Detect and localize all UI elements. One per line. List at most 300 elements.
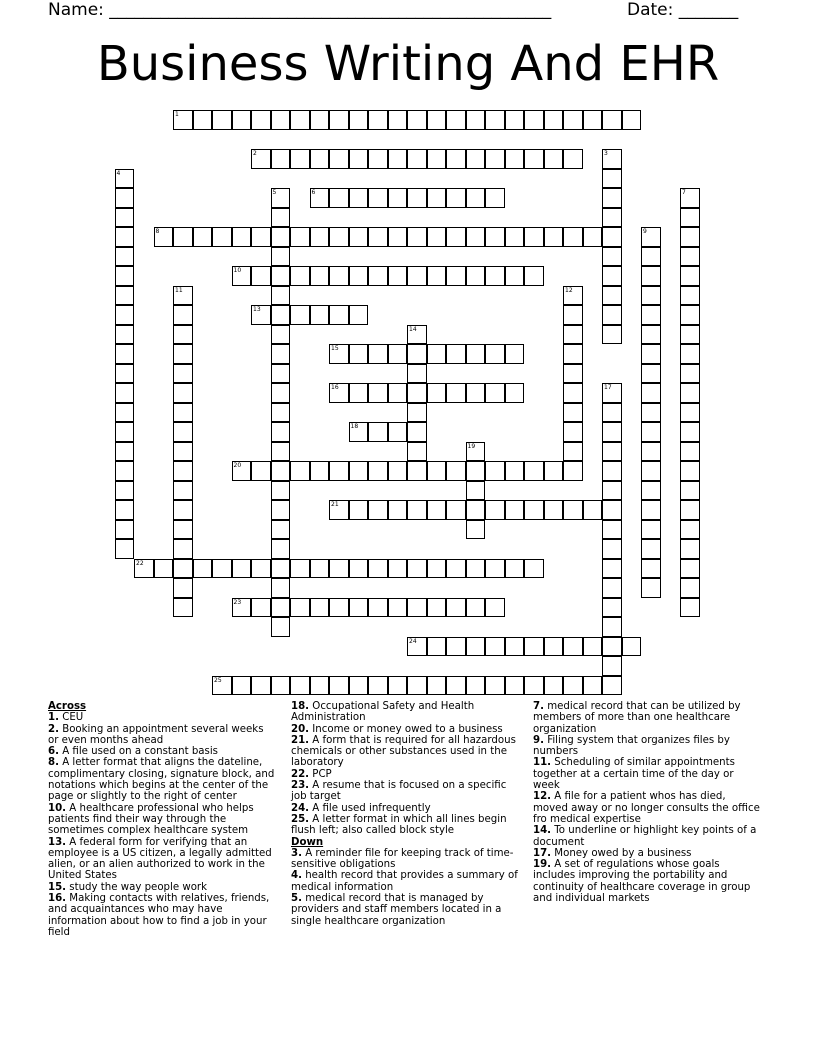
grid-cell[interactable] [622,110,642,130]
grid-cell[interactable] [446,559,466,579]
grid-cell[interactable] [602,500,622,520]
grid-cell[interactable] [563,500,583,520]
grid-cell[interactable] [173,344,193,364]
grid-cell[interactable] [641,305,661,325]
grid-cell[interactable] [680,364,700,384]
grid-cell[interactable] [173,325,193,345]
grid-cell[interactable] [251,149,271,169]
grid-cell[interactable] [427,461,447,481]
grid-cell[interactable] [251,266,271,286]
grid-cell[interactable] [583,227,603,247]
grid-cell[interactable] [115,208,135,228]
grid-cell[interactable] [602,110,622,130]
grid-cell[interactable] [446,344,466,364]
grid-cell[interactable] [349,598,369,618]
grid-cell[interactable] [173,305,193,325]
grid-cell[interactable] [407,637,427,657]
grid-cell[interactable] [641,559,661,579]
grid-cell[interactable] [602,578,622,598]
grid-cell[interactable] [310,227,330,247]
grid-cell[interactable] [173,598,193,618]
grid-cell[interactable] [602,422,622,442]
grid-cell[interactable] [329,500,349,520]
grid-cell[interactable] [407,403,427,423]
grid-cell[interactable] [563,305,583,325]
grid-cell[interactable] [641,539,661,559]
grid-cell[interactable] [115,286,135,306]
grid-cell[interactable] [427,344,447,364]
grid-cell[interactable] [349,188,369,208]
grid-cell[interactable] [329,227,349,247]
grid-cell[interactable] [680,266,700,286]
grid-cell[interactable] [505,676,525,696]
grid-cell[interactable] [505,110,525,130]
grid-cell[interactable] [115,442,135,462]
grid-cell[interactable] [271,461,291,481]
grid-cell[interactable] [680,442,700,462]
grid-cell[interactable] [602,188,622,208]
grid-cell[interactable] [251,461,271,481]
grid-cell[interactable] [505,266,525,286]
grid-cell[interactable] [680,520,700,540]
grid-cell[interactable] [407,110,427,130]
grid-cell[interactable] [271,403,291,423]
grid-cell[interactable] [407,422,427,442]
grid-cell[interactable] [485,149,505,169]
grid-cell[interactable] [544,227,564,247]
grid-cell[interactable] [602,403,622,423]
grid-cell[interactable] [641,422,661,442]
grid-cell[interactable] [466,500,486,520]
grid-cell[interactable] [368,188,388,208]
grid-cell[interactable] [641,442,661,462]
grid-cell[interactable] [446,266,466,286]
grid-cell[interactable] [407,149,427,169]
grid-cell[interactable] [680,559,700,579]
grid-cell[interactable] [641,286,661,306]
grid-cell[interactable] [427,149,447,169]
grid-cell[interactable] [602,442,622,462]
grid-cell[interactable] [485,383,505,403]
grid-cell[interactable] [115,461,135,481]
grid-cell[interactable] [290,676,310,696]
grid-cell[interactable] [232,598,252,618]
grid-cell[interactable] [485,500,505,520]
grid-cell[interactable] [563,325,583,345]
grid-cell[interactable] [310,305,330,325]
grid-cell[interactable] [368,110,388,130]
grid-cell[interactable] [310,598,330,618]
grid-cell[interactable] [680,403,700,423]
grid-cell[interactable] [427,227,447,247]
grid-cell[interactable] [329,383,349,403]
grid-cell[interactable] [388,149,408,169]
grid-cell[interactable] [251,676,271,696]
grid-cell[interactable] [290,598,310,618]
grid-cell[interactable] [115,169,135,189]
grid-cell[interactable] [388,676,408,696]
grid-cell[interactable] [602,169,622,189]
grid-cell[interactable] [446,188,466,208]
grid-cell[interactable] [602,305,622,325]
grid-cell[interactable] [446,110,466,130]
grid-cell[interactable] [368,500,388,520]
grid-cell[interactable] [407,559,427,579]
grid-cell[interactable] [212,110,232,130]
grid-cell[interactable] [641,383,661,403]
grid-cell[interactable] [505,149,525,169]
grid-cell[interactable] [115,481,135,501]
grid-cell[interactable] [427,559,447,579]
grid-cell[interactable] [583,637,603,657]
grid-cell[interactable] [271,325,291,345]
grid-cell[interactable] [173,520,193,540]
grid-cell[interactable] [622,637,642,657]
grid-cell[interactable] [349,383,369,403]
grid-cell[interactable] [115,188,135,208]
grid-cell[interactable] [641,227,661,247]
grid-cell[interactable] [193,110,213,130]
grid-cell[interactable] [173,578,193,598]
grid-cell[interactable] [680,500,700,520]
grid-cell[interactable] [368,461,388,481]
grid-cell[interactable] [232,227,252,247]
grid-cell[interactable] [349,110,369,130]
grid-cell[interactable] [349,344,369,364]
grid-cell[interactable] [602,383,622,403]
grid-cell[interactable] [680,461,700,481]
grid-cell[interactable] [641,247,661,267]
grid-cell[interactable] [563,442,583,462]
grid-cell[interactable] [641,364,661,384]
grid-cell[interactable] [427,266,447,286]
grid-cell[interactable] [446,676,466,696]
grid-cell[interactable] [271,539,291,559]
grid-cell[interactable] [466,559,486,579]
grid-cell[interactable] [290,266,310,286]
grid-cell[interactable] [173,227,193,247]
grid-cell[interactable] [388,110,408,130]
grid-cell[interactable] [602,247,622,267]
grid-cell[interactable] [563,676,583,696]
grid-cell[interactable] [485,637,505,657]
grid-cell[interactable] [466,442,486,462]
grid-cell[interactable] [505,227,525,247]
grid-cell[interactable] [602,149,622,169]
grid-cell[interactable] [115,247,135,267]
grid-cell[interactable] [349,227,369,247]
grid-cell[interactable] [602,286,622,306]
grid-cell[interactable] [641,403,661,423]
grid-cell[interactable] [427,110,447,130]
grid-cell[interactable] [680,481,700,501]
grid-cell[interactable] [602,637,622,657]
grid-cell[interactable] [680,344,700,364]
grid-cell[interactable] [115,364,135,384]
grid-cell[interactable] [173,500,193,520]
grid-cell[interactable] [290,149,310,169]
grid-cell[interactable] [680,325,700,345]
grid-cell[interactable] [173,481,193,501]
grid-cell[interactable] [115,266,135,286]
grid-cell[interactable] [329,676,349,696]
grid-cell[interactable] [290,559,310,579]
grid-cell[interactable] [349,305,369,325]
grid-cell[interactable] [407,364,427,384]
grid-cell[interactable] [173,110,193,130]
grid-cell[interactable] [563,344,583,364]
grid-cell[interactable] [173,383,193,403]
grid-cell[interactable] [602,559,622,579]
grid-cell[interactable] [563,286,583,306]
grid-cell[interactable] [271,110,291,130]
grid-cell[interactable] [446,227,466,247]
grid-cell[interactable] [329,598,349,618]
grid-cell[interactable] [368,559,388,579]
grid-cell[interactable] [524,227,544,247]
grid-cell[interactable] [466,461,486,481]
grid-cell[interactable] [407,598,427,618]
grid-cell[interactable] [232,461,252,481]
grid-cell[interactable] [446,461,466,481]
grid-cell[interactable] [173,403,193,423]
grid-cell[interactable] [290,110,310,130]
grid-cell[interactable] [466,520,486,540]
grid-cell[interactable] [115,403,135,423]
grid-cell[interactable] [680,286,700,306]
grid-cell[interactable] [466,481,486,501]
grid-cell[interactable] [446,598,466,618]
grid-cell[interactable] [329,305,349,325]
grid-cell[interactable] [602,539,622,559]
grid-cell[interactable] [407,325,427,345]
grid-cell[interactable] [485,227,505,247]
grid-cell[interactable] [407,266,427,286]
grid-cell[interactable] [271,208,291,228]
grid-cell[interactable] [466,676,486,696]
grid-cell[interactable] [466,227,486,247]
grid-cell[interactable] [271,305,291,325]
grid-cell[interactable] [329,559,349,579]
grid-cell[interactable] [271,344,291,364]
grid-cell[interactable] [563,403,583,423]
grid-cell[interactable] [271,442,291,462]
grid-cell[interactable] [505,559,525,579]
grid-cell[interactable] [349,461,369,481]
grid-cell[interactable] [602,208,622,228]
grid-cell[interactable] [641,344,661,364]
grid-cell[interactable] [641,266,661,286]
grid-cell[interactable] [173,461,193,481]
grid-cell[interactable] [524,559,544,579]
grid-cell[interactable] [271,247,291,267]
grid-cell[interactable] [544,676,564,696]
grid-cell[interactable] [680,578,700,598]
grid-cell[interactable] [388,227,408,247]
grid-cell[interactable] [310,559,330,579]
grid-cell[interactable] [251,227,271,247]
grid-cell[interactable] [680,305,700,325]
grid-cell[interactable] [544,637,564,657]
grid-cell[interactable] [271,227,291,247]
grid-cell[interactable] [349,500,369,520]
grid-cell[interactable] [505,383,525,403]
grid-cell[interactable] [310,188,330,208]
grid-cell[interactable] [232,110,252,130]
grid-cell[interactable] [446,383,466,403]
grid-cell[interactable] [193,227,213,247]
grid-cell[interactable] [329,149,349,169]
grid-cell[interactable] [251,110,271,130]
grid-cell[interactable] [115,383,135,403]
grid-cell[interactable] [232,676,252,696]
grid-cell[interactable] [407,188,427,208]
grid-cell[interactable] [466,188,486,208]
grid-cell[interactable] [641,578,661,598]
grid-cell[interactable] [271,617,291,637]
grid-cell[interactable] [271,149,291,169]
grid-cell[interactable] [271,520,291,540]
grid-cell[interactable] [602,227,622,247]
grid-cell[interactable] [680,422,700,442]
grid-cell[interactable] [368,266,388,286]
grid-cell[interactable] [641,481,661,501]
grid-cell[interactable] [251,559,271,579]
grid-cell[interactable] [368,598,388,618]
grid-cell[interactable] [388,188,408,208]
grid-cell[interactable] [563,149,583,169]
grid-cell[interactable] [407,461,427,481]
grid-cell[interactable] [524,637,544,657]
grid-cell[interactable] [641,461,661,481]
grid-cell[interactable] [115,520,135,540]
grid-cell[interactable] [485,559,505,579]
grid-cell[interactable] [680,188,700,208]
grid-cell[interactable] [271,364,291,384]
grid-cell[interactable] [115,500,135,520]
grid-cell[interactable] [680,208,700,228]
grid-cell[interactable] [193,559,213,579]
grid-cell[interactable] [271,500,291,520]
grid-cell[interactable] [407,676,427,696]
grid-cell[interactable] [173,364,193,384]
grid-cell[interactable] [251,598,271,618]
grid-cell[interactable] [466,110,486,130]
grid-cell[interactable] [583,500,603,520]
grid-cell[interactable] [407,500,427,520]
grid-cell[interactable] [271,383,291,403]
grid-cell[interactable] [407,344,427,364]
grid-cell[interactable] [602,598,622,618]
grid-cell[interactable] [505,637,525,657]
grid-cell[interactable] [641,520,661,540]
grid-cell[interactable] [485,676,505,696]
grid-cell[interactable] [485,110,505,130]
grid-cell[interactable] [524,461,544,481]
grid-cell[interactable] [232,559,252,579]
grid-cell[interactable] [563,637,583,657]
grid-cell[interactable] [407,383,427,403]
grid-cell[interactable] [505,344,525,364]
grid-cell[interactable] [232,266,252,286]
grid-cell[interactable] [563,422,583,442]
grid-cell[interactable] [485,188,505,208]
grid-cell[interactable] [524,266,544,286]
grid-cell[interactable] [310,461,330,481]
grid-cell[interactable] [602,676,622,696]
grid-cell[interactable] [563,364,583,384]
grid-cell[interactable] [680,598,700,618]
grid-cell[interactable] [388,383,408,403]
grid-cell[interactable] [544,110,564,130]
grid-cell[interactable] [368,676,388,696]
grid-cell[interactable] [388,598,408,618]
grid-cell[interactable] [212,559,232,579]
grid-cell[interactable] [524,676,544,696]
grid-cell[interactable] [544,461,564,481]
grid-cell[interactable] [485,461,505,481]
grid-cell[interactable] [485,598,505,618]
grid-cell[interactable] [115,227,135,247]
grid-cell[interactable] [271,676,291,696]
grid-cell[interactable] [271,266,291,286]
grid-cell[interactable] [427,500,447,520]
grid-cell[interactable] [485,266,505,286]
grid-cell[interactable] [368,383,388,403]
grid-cell[interactable] [602,266,622,286]
grid-cell[interactable] [680,383,700,403]
grid-cell[interactable] [271,598,291,618]
grid-cell[interactable] [212,227,232,247]
grid-cell[interactable] [427,383,447,403]
grid-cell[interactable] [641,500,661,520]
grid-cell[interactable] [134,559,154,579]
grid-cell[interactable] [329,461,349,481]
grid-cell[interactable] [349,422,369,442]
grid-cell[interactable] [446,500,466,520]
grid-cell[interactable] [602,481,622,501]
grid-cell[interactable] [290,461,310,481]
grid-cell[interactable] [466,637,486,657]
grid-cell[interactable] [544,149,564,169]
grid-cell[interactable] [524,149,544,169]
grid-cell[interactable] [446,637,466,657]
grid-cell[interactable] [115,305,135,325]
grid-cell[interactable] [329,188,349,208]
grid-cell[interactable] [641,325,661,345]
grid-cell[interactable] [388,461,408,481]
grid-cell[interactable] [388,500,408,520]
grid-cell[interactable] [388,344,408,364]
grid-cell[interactable] [173,422,193,442]
grid-cell[interactable] [349,559,369,579]
grid-cell[interactable] [407,227,427,247]
grid-cell[interactable] [271,422,291,442]
grid-cell[interactable] [563,227,583,247]
grid-cell[interactable] [368,227,388,247]
grid-cell[interactable] [310,676,330,696]
grid-cell[interactable] [446,149,466,169]
grid-cell[interactable] [310,149,330,169]
grid-cell[interactable] [290,227,310,247]
grid-cell[interactable] [271,286,291,306]
grid-cell[interactable] [466,344,486,364]
grid-cell[interactable] [349,266,369,286]
grid-cell[interactable] [602,656,622,676]
grid-cell[interactable] [310,266,330,286]
grid-cell[interactable] [505,461,525,481]
grid-cell[interactable] [427,637,447,657]
